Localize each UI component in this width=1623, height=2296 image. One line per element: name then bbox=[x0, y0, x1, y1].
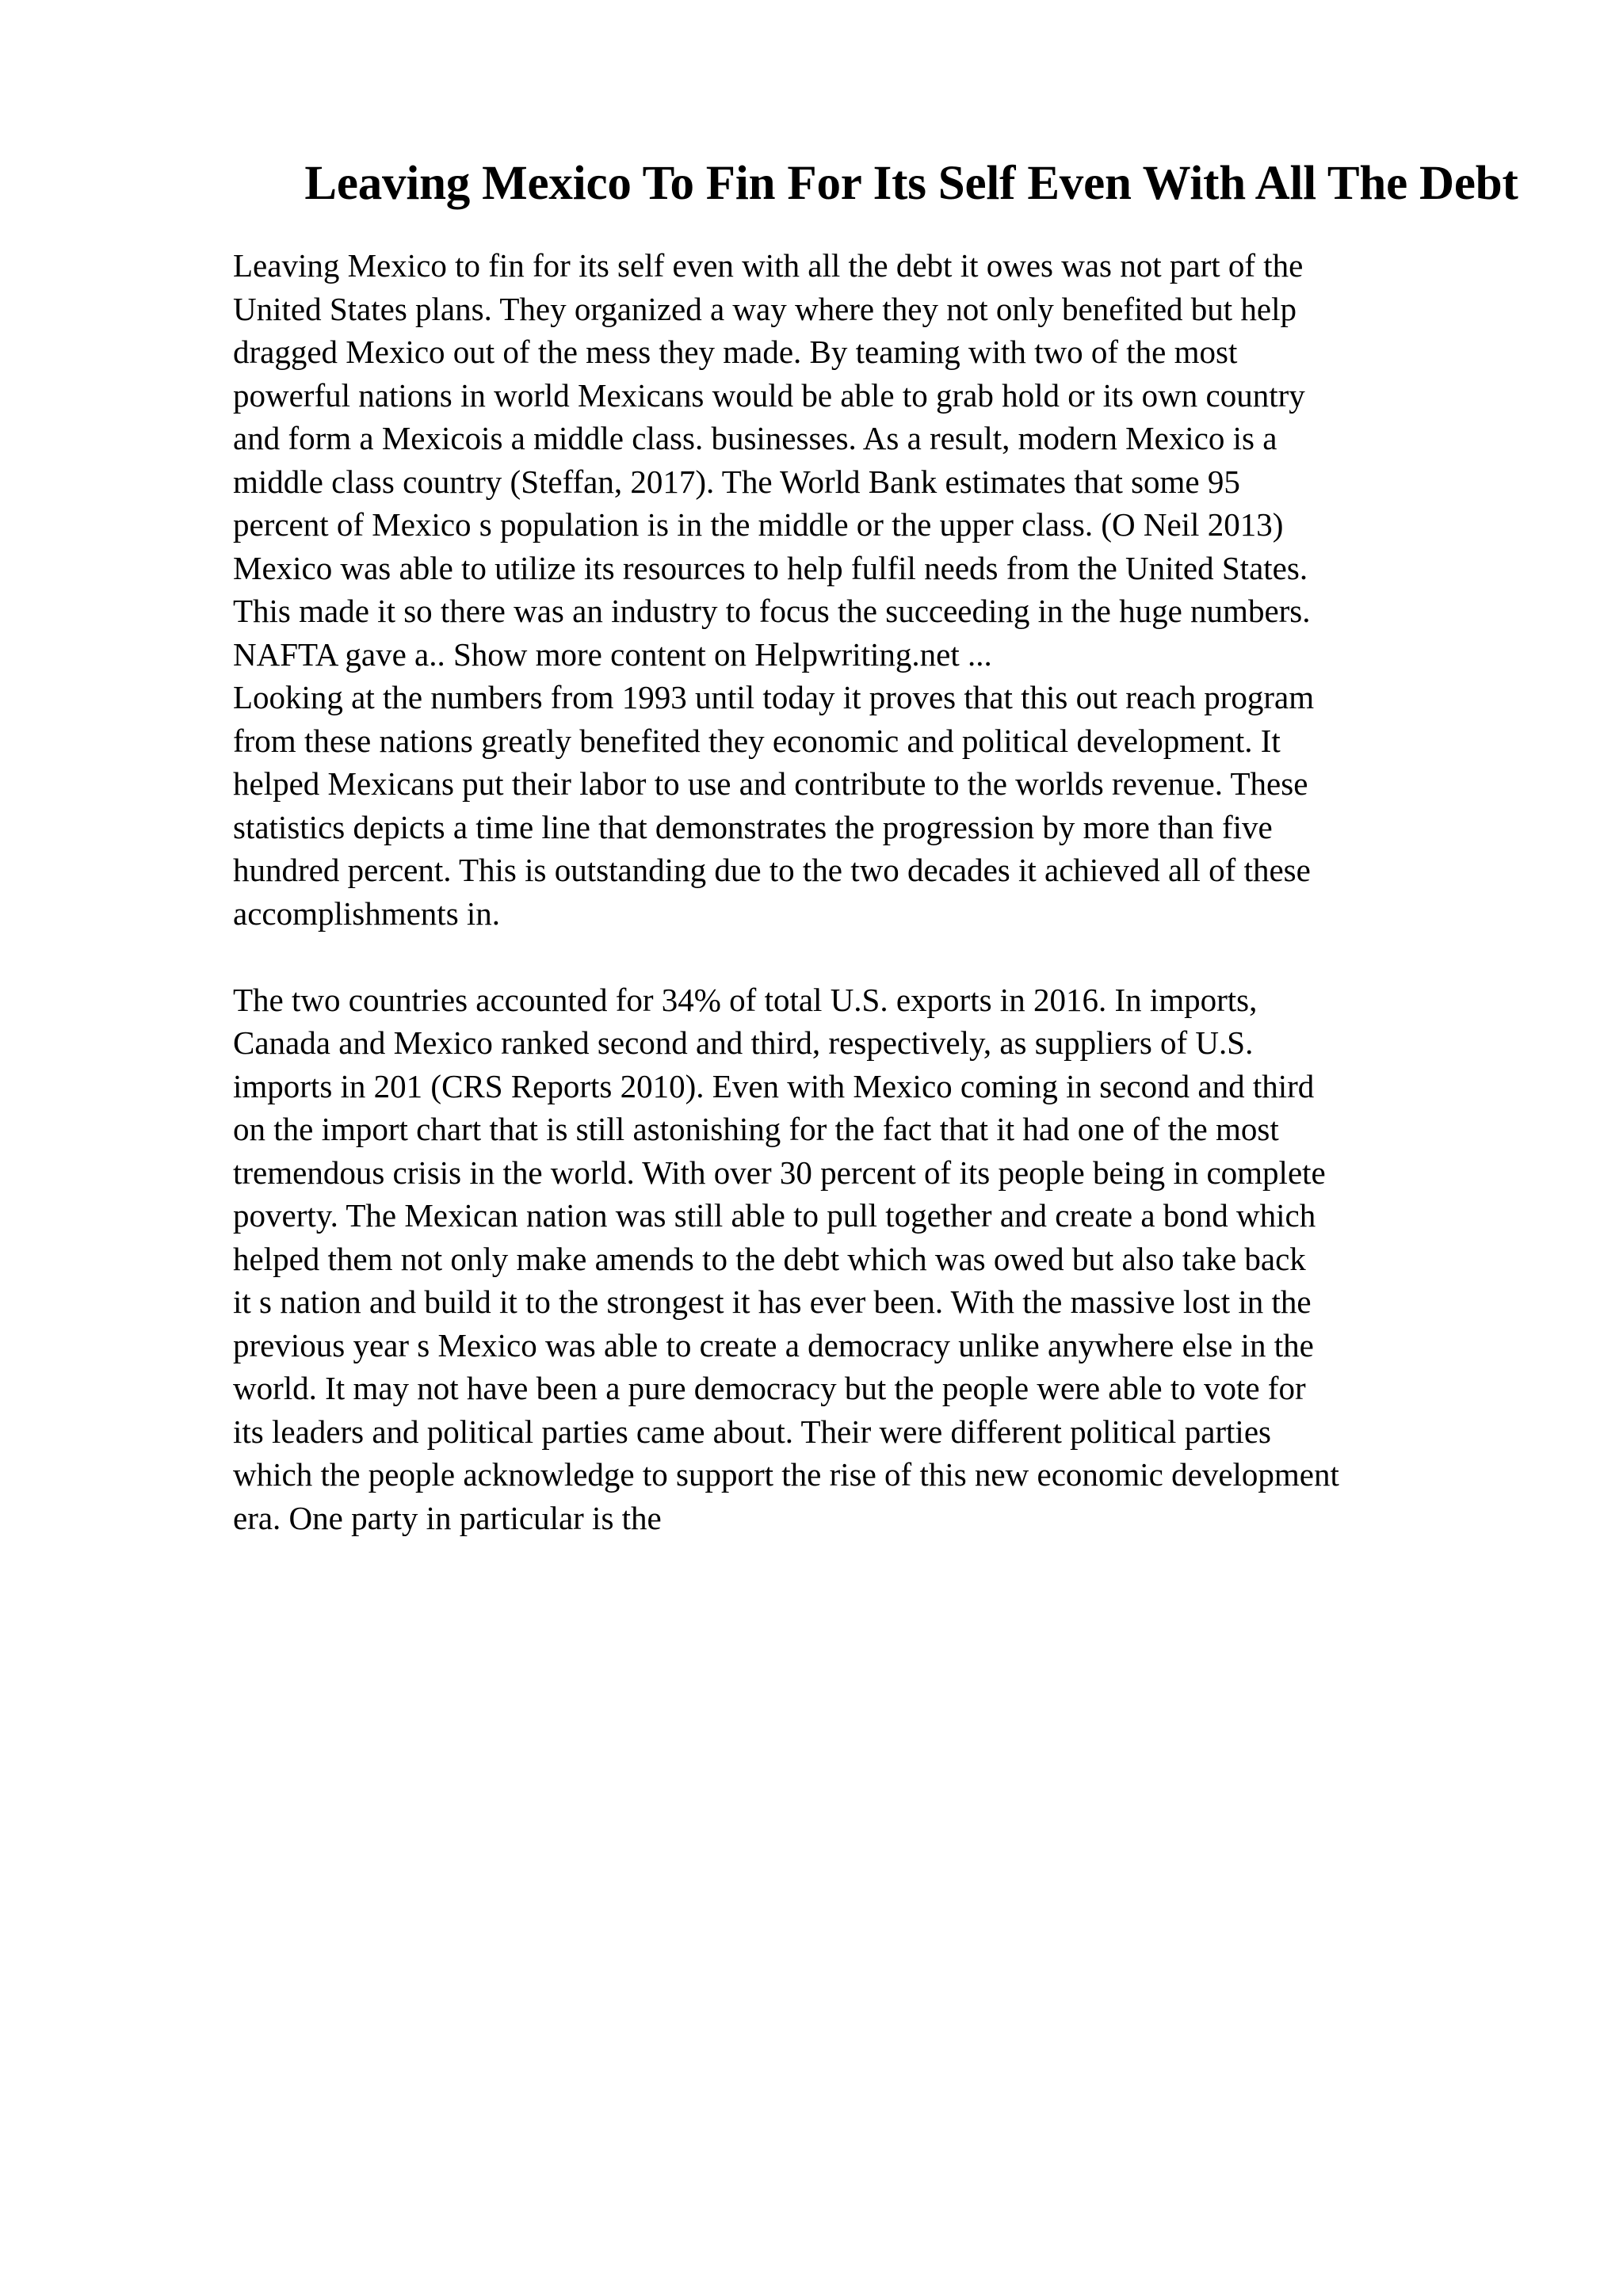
paragraph-line: This made it so there was an industry to focus the succeeding in the huge numbers. bbox=[233, 593, 1311, 629]
paragraph-line: helped Mexicans put their labor to use and contribute to the worlds revenue. These bbox=[233, 765, 1308, 802]
paragraph-line: dragged Mexico out of the mess they made. By teaming with two of the most bbox=[233, 334, 1238, 370]
paragraph-line: middle class country (Steffan, 2017). The World Bank estimates that some 95 bbox=[233, 463, 1240, 500]
paragraph-line: tremendous crisis in the world. With over 30 percent of its people being in complete bbox=[233, 1154, 1326, 1191]
paragraph-1 bbox=[233, 244, 1549, 676]
paragraph-line: world. It may not have been a pure democracy but the people were able to vote for bbox=[233, 1370, 1306, 1406]
paragraph-line: and form a Mexicois a middle class. businesses. As a result, modern Mexico is a bbox=[233, 420, 1277, 456]
paragraph-line: which the people acknowledge to support the rise of this new economic development bbox=[233, 1456, 1339, 1493]
paragraph-line: statistics depicts a time line that demonstrates the progression by more than five bbox=[233, 808, 1273, 845]
paragraph-line: percent of Mexico s population is in the middle or the upper class. (O Neil 2013) bbox=[233, 506, 1284, 543]
paragraph-line: Mexico was able to utilize its resources to help fulfil needs from the United States. bbox=[233, 549, 1308, 586]
paragraph-line: helped them not only make amends to the debt which was owed but also take back bbox=[233, 1240, 1306, 1277]
paragraph-line: it s nation and build it to the strongest it has ever been. With the massive lost in the bbox=[233, 1283, 1312, 1320]
paragraph-line: The two countries accounted for 34% of total U.S. exports in 2016. In imports, bbox=[233, 981, 1258, 1018]
paragraph-3 bbox=[233, 978, 1549, 1540]
paragraph-line: poverty. The Mexican nation was still able to pull together and create a bond which bbox=[233, 1197, 1316, 1234]
paragraph-line: era. One party in particular is the bbox=[233, 1499, 662, 1536]
paragraph-line: powerful nations in world Mexicans would be able to grab hold or its own country bbox=[233, 376, 1305, 414]
paragraph-line: imports in 201 (CRS Reports 2010). Even with Mexico coming in second and third bbox=[233, 1067, 1315, 1104]
paragraph-line: on the import chart that is still astonishing for the fact that it had one of the most bbox=[233, 1111, 1279, 1147]
paragraph-line: United States plans. They organized a way where they not only benefited but help bbox=[233, 290, 1297, 327]
paragraph-line: Leaving Mexico to fin for its self even with all the debt it owes was not part of the bbox=[233, 247, 1304, 284]
paragraph-line: previous year s Mexico was able to create a democracy unlike anywhere else in the bbox=[233, 1326, 1314, 1363]
paragraph-line: Canada and Mexico ranked second and third, respectively, as suppliers of U.S. bbox=[233, 1024, 1254, 1061]
paragraph-line: NAFTA gave a.. Show more content on Helpwriting.net ... bbox=[233, 635, 992, 673]
paragraph-2 bbox=[233, 676, 1549, 935]
paragraph-line: accomplishments in. bbox=[233, 894, 501, 932]
paragraph-line: its leaders and political parties came about. Their were different political parties bbox=[233, 1413, 1271, 1450]
paragraph-line: hundred percent. This is outstanding due to the two decades it achieved all of these bbox=[233, 852, 1311, 888]
paragraph-line: from these nations greatly benefited they economic and political development. It bbox=[233, 722, 1281, 759]
paragraph-spacer bbox=[233, 935, 1549, 978]
document-title: Leaving Mexico To Fin For Its Self Even With All The Debt bbox=[304, 157, 1518, 210]
document-body bbox=[233, 244, 1549, 1539]
paragraph-line: Looking at the numbers from 1993 until today it proves that this out reach program bbox=[233, 679, 1315, 715]
